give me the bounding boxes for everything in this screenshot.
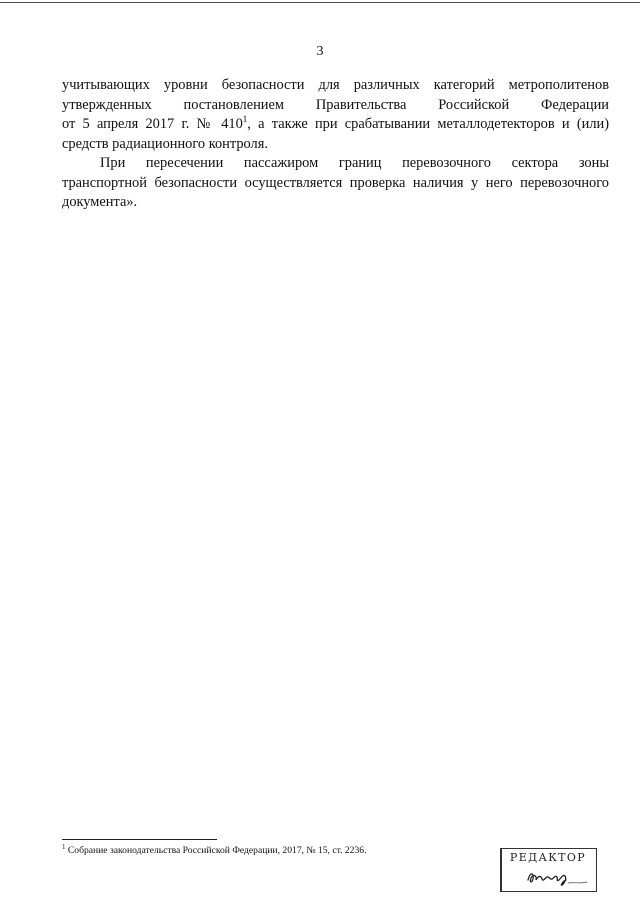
page-number: 3 [316,44,324,59]
footnote-marker: 1 [62,843,66,851]
footnote-text: Собрание законодательства Российской Федерации, 2017, № 15, ст. 2236. [65,845,367,856]
paragraph1-line3-start: от 5 апреля 2017 г. № 410 [62,116,243,132]
paragraph1-line1: учитывающих уровни безопасности для различных категорий метрополитенов [62,77,609,93]
editor-stamp [500,848,596,892]
footnote [62,845,366,857]
paragraph1-line3 [62,115,609,135]
main-text [62,76,609,213]
paragraph1-line3-end: , а также при срабатывании металлодетекторов и (или) [247,116,609,132]
footnote-reference: 1 [242,114,248,124]
paragraph1-line4: средств радиационного контроля. [62,135,268,152]
paragraph2-line3: документа». [62,194,138,210]
handwritten-signature [524,866,590,888]
footnote-separator [62,839,217,840]
paragraph2-line2: транспортной безопасности осуществляется проверка наличия у него перевозочного [62,174,609,191]
paragraph1-line2: утвержденных постановлением Правительства Российской Федерации [62,96,609,113]
stamp-label: РЕДАКТОР [509,851,587,864]
scan-edge-line [0,2,640,3]
paragraph2-line1: При пересечении пассажиром границ перевозочного сектора зоны [100,155,609,171]
